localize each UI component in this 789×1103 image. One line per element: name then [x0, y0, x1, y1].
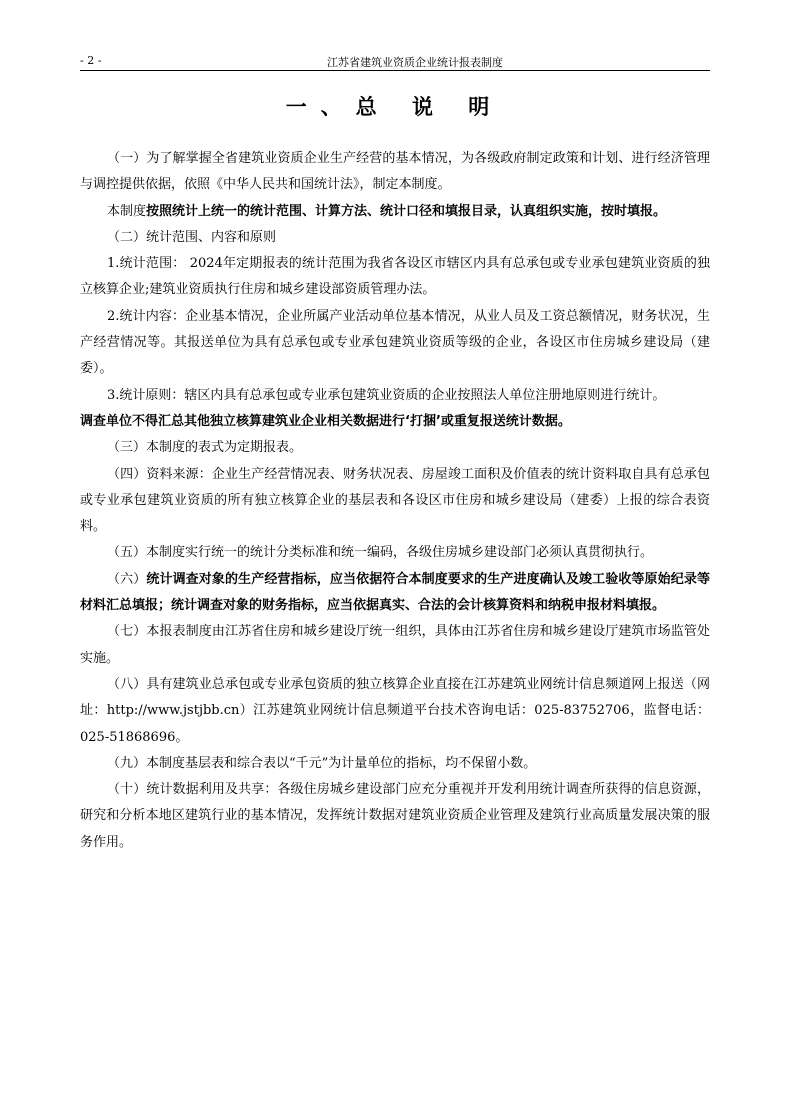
paragraph-4: 1.统计范围： 2024年定期报表的统计范围为我省各设区市辖区内具有总承包或专业承包建筑业资质的独立核算企业;建筑业资质执行住房和城乡建设部资质管理办法。 — [80, 256, 710, 298]
paragraph-12: （八）具有建筑业总承包或专业承包资质的独立核算企业直接在江苏建筑业网统计信息频道网上报送（网址：http://www.jstjbb.cn）江苏建筑业网统计信息频道平台技术咨询电话：025-83752706，监督电话：025-51868696。 — [80, 676, 710, 745]
page-number: - 2 - — [80, 54, 102, 67]
paragraph-2-lead: 本制度 — [107, 203, 147, 219]
paragraph-13: （九）本制度基层表和综合表以“千元”为计量单位的指标，均不保留小数。 — [107, 755, 537, 771]
paragraph-3: （二）统计范围、内容和原则 — [107, 229, 277, 245]
paragraph-10 — [80, 567, 710, 620]
paragraph-9: （五）本制度实行统一的统计分类标准和统一编码，各级住房城乡建设部门必须认真贯彻执行。 — [107, 545, 654, 561]
paragraph-2-bold: 按照统计上统一的统计范围、计算方法、统计口径和填报目录，认真组织实施，按时填报。 — [146, 203, 667, 219]
header-rule — [80, 70, 710, 71]
paragraph-10-lead: （六） — [107, 571, 147, 587]
paragraph-10-bold: 统计调查对象的生产经营指标，应当依据符合本制度要求的生产进度确认及竣工验收等原始纪录等材料汇总填报；统计调查对象的财务指标，应当依据真实、合法的会计核算资料和纳税申报材料填报。 — [80, 571, 710, 614]
paragraph-2 — [80, 199, 710, 225]
paragraph-7: （三）本制度的表式为定期报表。 — [107, 440, 303, 456]
paragraph-6: 3.统计原则：辖区内具有总承包或专业承包建筑业资质的企业按照法人单位注册地原则进行统计。 — [107, 387, 666, 403]
page-header — [80, 54, 710, 70]
paragraph-6-bold: 调查单位不得汇总其他独立核算建筑业企业相关数据进行‘打捆’或重复报送统计数据。 — [80, 413, 571, 429]
paragraph-11: （七）本报表制度由江苏省住房和城乡建设厅统一组织，具体由江苏省住房和城乡建设厅建筑市场监管处实施。 — [80, 624, 710, 666]
document-body — [80, 146, 710, 856]
paragraph-5: 2.统计内容：企业基本情况，企业所属产业活动单位基本情况，从业人员及工资总额情况，财务状况，生产经营情况等。其报送单位为具有总承包或专业承包建筑业资质等级的企业，各设区市住房城乡建设局（建委）。 — [80, 308, 710, 377]
paragraph-1: （一）为了解掌握全省建筑业资质企业生产经营的基本情况，为各级政府制定政策和计划、进行经济管理与调控提供依据，依照《中华人民共和国统计法》，制定本制度。 — [80, 151, 710, 193]
running-title: 江苏省建筑业资质企业统计报表制度 — [327, 56, 503, 69]
paragraph-14: （十）统计数据利用及共享：各级住房城乡建设部门应充分重视并开发利用统计调查所获得的信息资源，研究和分析本地区建筑行业的基本情况，发挥统计数据对建筑业资质企业管理及建筑行业高质量发展决策的服务作用。 — [80, 782, 710, 850]
section-heading: 一、总 说 明 — [285, 95, 504, 119]
paragraph-8: （四）资料来源：企业生产经营情况表、财务状况表、房屋竣工面积及价值表的统计资料取自具有总承包或专业承包建筑业资质的所有独立核算企业的基层表和各设区市住房和城乡建设局（建委）上报的综合表资料。 — [80, 466, 710, 535]
